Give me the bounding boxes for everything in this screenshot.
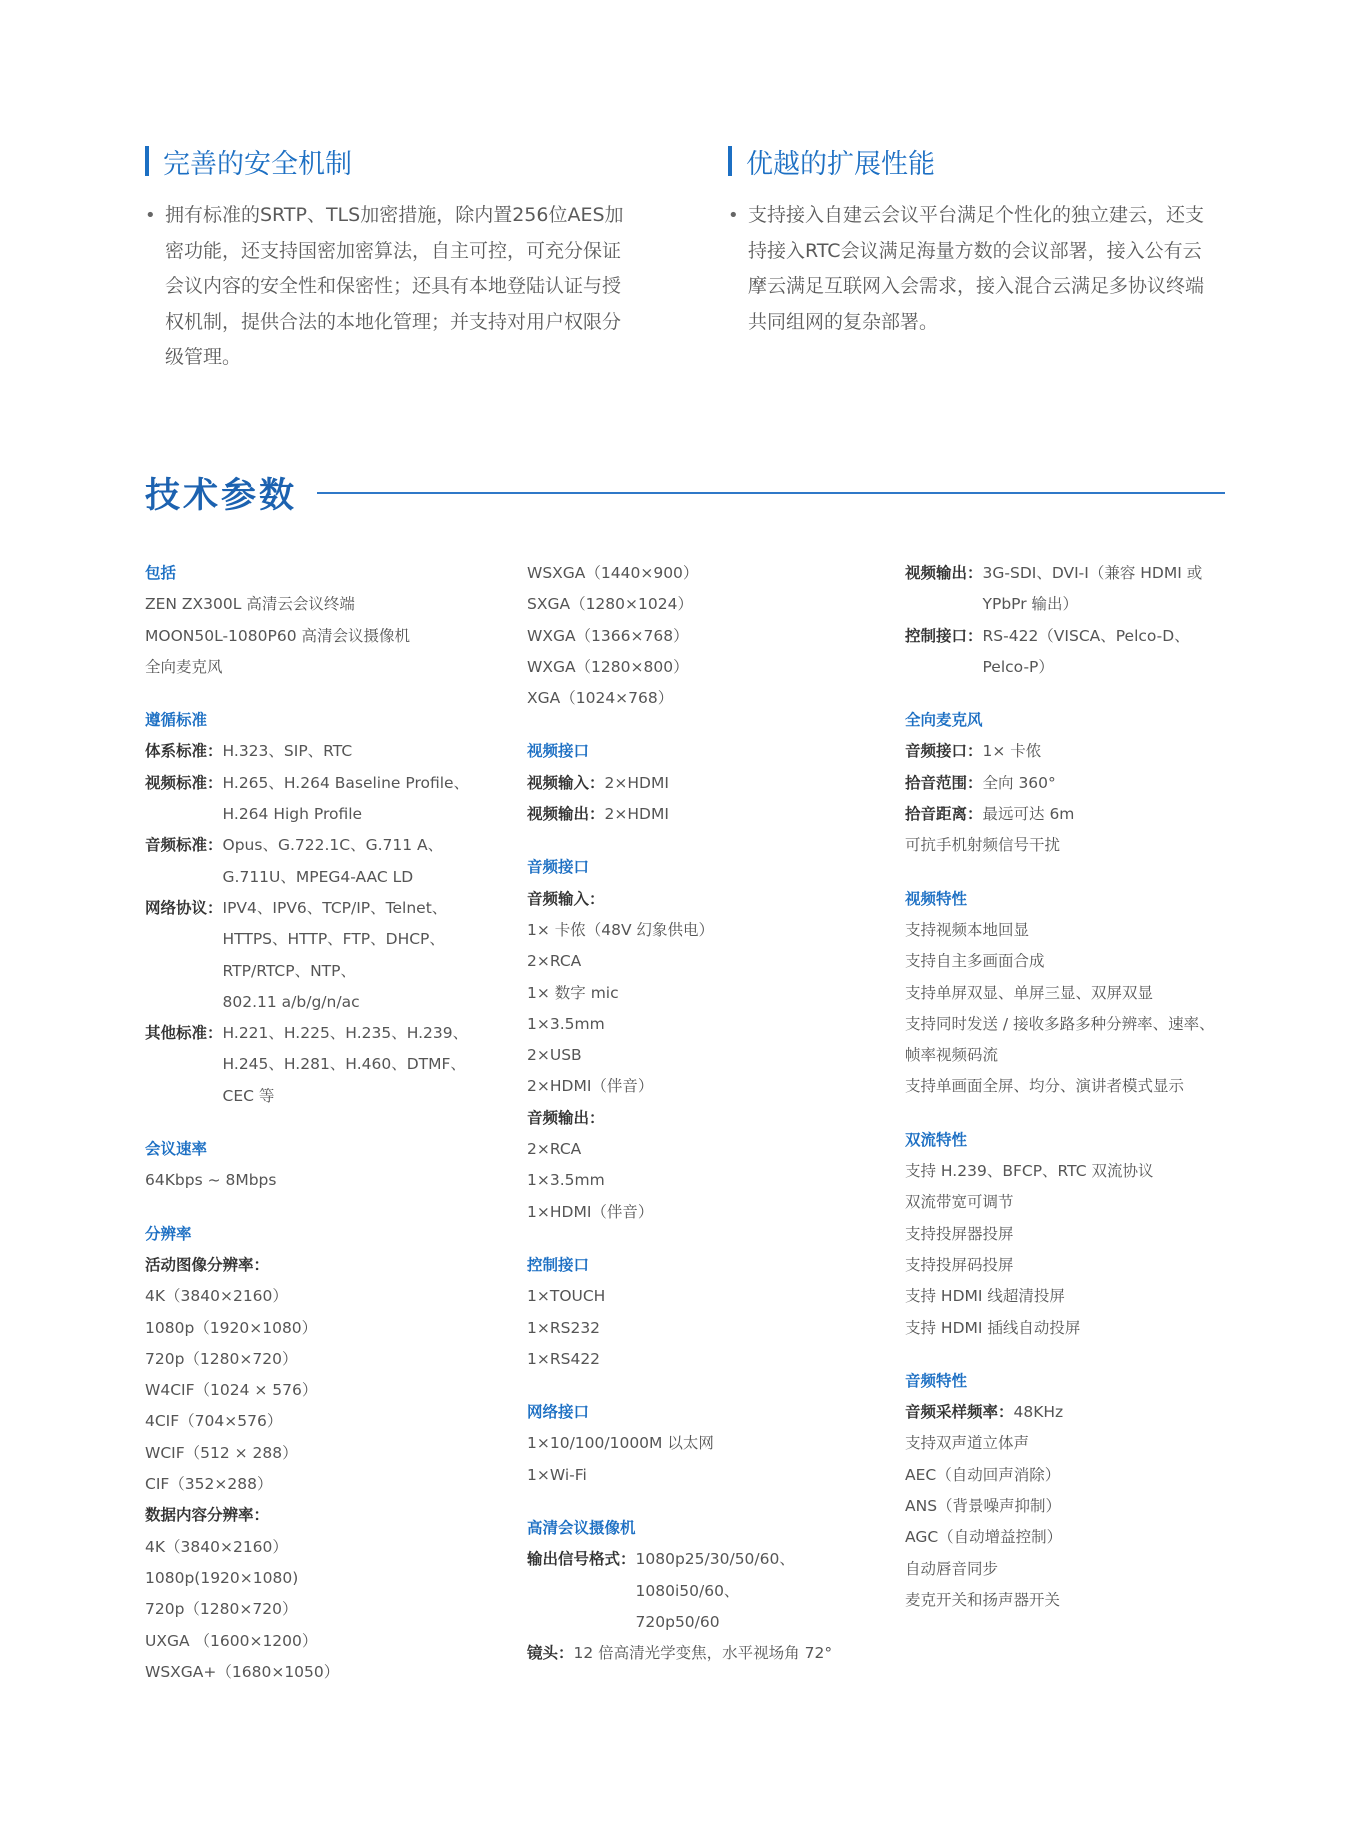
spec-line: 2×USB [527, 1046, 582, 1065]
category-title: 视频接口 [527, 742, 590, 761]
spec-line: 支持 HDMI 线超清投屏 [905, 1287, 1065, 1306]
spec-line: 1×3.5mm [527, 1171, 605, 1190]
spec-subtitle: 音频输出： [527, 1108, 605, 1127]
feature-title-text: 完善的安全机制 [163, 148, 352, 180]
spec-line: 1×3.5mm [527, 1014, 605, 1033]
spec-key: 视频输入： [527, 773, 605, 792]
spec-line: SXGA（1280×1024） [527, 595, 693, 614]
spec-line: 1×HDMI（伴音） [527, 1202, 654, 1221]
category-title: 包括 [145, 564, 177, 582]
spec-line: AGC（自动增益控制） [905, 1528, 1063, 1547]
spec-line: W4CIF（1024 × 576） [145, 1381, 318, 1400]
spec-value: 全向 360° [982, 773, 1056, 792]
feature-line: 密功能，还支持国密加密算法，自主可控，可充分保证 [165, 239, 622, 262]
spec-key: 音频接口： [905, 742, 983, 761]
spec-row [145, 736, 505, 767]
bullet-icon: • [728, 205, 739, 226]
feature-extension-title [728, 140, 1233, 182]
spec-key: 控制接口： [905, 626, 983, 645]
spec-value: 2×HDMI [604, 805, 669, 824]
spec-line: WXGA（1280×800） [527, 657, 689, 676]
spec-line: 2×RCA [527, 952, 582, 971]
spec-row [527, 768, 887, 799]
feature-line: 持接入RTC会议满足海量方数的会议部署，接入公有云 [748, 239, 1202, 262]
spec-line: 支持双声道立体声 [905, 1434, 1030, 1453]
feature-line: 会议内容的安全性和保密性；还具有本地登陆认证与授 [165, 275, 622, 297]
spec-line: 1×RS232 [527, 1318, 601, 1337]
spec-value: RS-422（VISCA、Pelco-D、 [982, 626, 1190, 645]
spec-row [145, 893, 505, 1018]
spec-line: ANS（背景噪声抑制） [905, 1497, 1062, 1516]
spec-line: ZEN ZX300L 高清云会议终端 [145, 595, 355, 614]
spec-row [145, 1018, 505, 1112]
spec-line: 1×RS422 [527, 1349, 601, 1368]
spec-line: 1× 数字 mic [527, 983, 619, 1002]
spec-column-3 [905, 558, 1235, 1616]
spec-key: 拾音范围： [905, 773, 983, 792]
spec-value: 1080i50/60、 [635, 1581, 740, 1600]
spec-line: 支持单画面全屏、均分、演讲者模式显示 [905, 1077, 1185, 1096]
category-title: 音频特性 [905, 1371, 968, 1390]
spec-row [905, 768, 1235, 799]
spec-row [527, 799, 887, 830]
spec-line: 麦克开关和扬声器开关 [905, 1590, 1061, 1609]
spec-line: 支持投屏码投屏 [905, 1255, 1014, 1274]
spec-line: WXGA（1366×768） [527, 626, 689, 645]
spec-value: 最远可达 6m [982, 805, 1075, 824]
spec-line: 2×HDMI（伴音） [527, 1077, 654, 1096]
spec-line: 支持 H.239、BFCP、RTC 双流协议 [905, 1162, 1154, 1181]
spec-line: 支持单屏双显、单屏三显、双屏双显 [905, 983, 1154, 1002]
category-title: 分辨率 [145, 1224, 192, 1243]
spec-line: 720p（1280×720） [145, 1600, 298, 1619]
spec-line: 1080p（1920×1080） [145, 1318, 318, 1337]
spec-line: WSXGA+（1680×1050） [145, 1662, 340, 1681]
spec-key: 音频标准： [145, 836, 223, 855]
spec-value: 1× 卡侬 [982, 742, 1042, 761]
bullet-icon: • [145, 205, 156, 226]
spec-key: 输出信号格式： [527, 1550, 636, 1569]
feature-extension-text [728, 198, 1233, 340]
spec-row [145, 830, 505, 893]
spec-line: 64Kbps ~ 8Mbps [145, 1171, 277, 1190]
title-accent-bar [728, 146, 732, 176]
spec-key: 网络协议： [145, 898, 223, 917]
tech-spec-header [145, 468, 1225, 518]
spec-line: 1×TOUCH [527, 1287, 606, 1306]
spec-key: 拾音距离： [905, 805, 983, 824]
category-title: 控制接口 [527, 1255, 590, 1274]
feature-security-text [145, 198, 650, 376]
spec-line: UXGA （1600×1200） [145, 1631, 318, 1650]
spec-line: 可抗手机射频信号干扰 [905, 836, 1061, 855]
spec-line: 支持同时发送 / 接收多路多种分辨率、速率、 [905, 1014, 1215, 1033]
spec-row [905, 799, 1235, 830]
spec-line: 支持投屏器投屏 [905, 1224, 1014, 1243]
spec-value: Opus、G.722.1C、G.711 A、 [222, 836, 444, 855]
spec-value: 802.11 a/b/g/n/ac [222, 992, 360, 1011]
category-title: 双流特性 [905, 1130, 968, 1149]
spec-value: HTTPS、HTTP、FTP、DHCP、 [222, 930, 445, 949]
section-title: 技术参数 [145, 476, 298, 516]
spec-key: 其他标准： [145, 1024, 223, 1043]
spec-value: 1080p25/30/50/60、 [635, 1550, 795, 1569]
spec-key: 体系标准： [145, 742, 223, 761]
spec-line: WSXGA（1440×900） [527, 564, 699, 582]
spec-line: 4K（3840×2160） [145, 1537, 288, 1556]
spec-line: 4K（3840×2160） [145, 1287, 288, 1306]
spec-value: Pelco-P） [982, 657, 1054, 676]
spec-row [905, 736, 1235, 767]
spec-subtitle: 音频输入： [527, 889, 605, 908]
spec-line: 支持 HDMI 插线自动投屏 [905, 1318, 1081, 1337]
category-title: 高清会议摄像机 [527, 1519, 636, 1538]
spec-line: 1×10/100/1000M 以太网 [527, 1434, 714, 1453]
feature-line: 共同组网的复杂部署。 [748, 310, 939, 333]
category-title: 全向麦克风 [905, 711, 983, 730]
spec-line: CIF（352×288） [145, 1475, 273, 1494]
spec-value: RTP/RTCP、NTP、 [222, 961, 356, 980]
spec-key: 镜头： [527, 1644, 574, 1663]
spec-value: 12 倍高清光学变焦，水平视场角 72° [573, 1644, 833, 1663]
title-accent-bar [145, 146, 149, 176]
spec-row [905, 1397, 1235, 1428]
feature-line: 权机制，提供合法的本地化管理；并支持对用户权限分 [165, 310, 622, 333]
spec-column-2 [527, 558, 887, 1670]
spec-line: 2×RCA [527, 1140, 582, 1159]
spec-row [527, 1638, 887, 1669]
spec-key: 视频输出： [527, 805, 605, 824]
spec-line: 1080p(1920×1080) [145, 1568, 299, 1587]
feature-security-title [145, 140, 650, 182]
spec-value: YPbPr 输出） [982, 595, 1079, 614]
spec-column-1 [145, 558, 505, 1688]
spec-line: 自动唇音同步 [905, 1559, 999, 1578]
category-title: 视频特性 [905, 889, 968, 908]
spec-value: CEC 等 [222, 1086, 275, 1105]
spec-line: 4CIF（704×576） [145, 1412, 283, 1431]
spec-row [527, 1544, 887, 1638]
spec-value: 720p50/60 [635, 1612, 720, 1631]
spec-line: 720p（1280×720） [145, 1349, 298, 1368]
feature-security [145, 140, 650, 376]
feature-extension [728, 140, 1233, 340]
spec-row [145, 768, 505, 831]
spec-value: H.264 High Profile [222, 805, 363, 824]
spec-key: 视频输出： [905, 564, 983, 582]
feature-line: 摩云满足互联网入会需求，接入混合云满足多协议终端 [748, 275, 1205, 297]
spec-line: WCIF（512 × 288） [145, 1443, 298, 1462]
spec-line: 双流带宽可调节 [905, 1193, 1014, 1212]
feature-line: 支持接入自建云会议平台满足个性化的独立建云，还支 [748, 204, 1205, 226]
spec-value: G.711U、MPEG4-AAC LD [222, 867, 414, 886]
spec-line: AEC（自动回声消除） [905, 1465, 1061, 1484]
category-title: 音频接口 [527, 858, 590, 877]
spec-line: MOON50L-1080P60 高清会议摄像机 [145, 626, 410, 645]
spec-value: 3G-SDI、DVI-I（兼容 HDMI 或 [982, 564, 1203, 582]
spec-value: IPV4、IPV6、TCP/IP、Telnet、 [222, 898, 448, 917]
spec-subtitle: 活动图像分辨率： [145, 1255, 270, 1274]
spec-line: 1×Wi-Fi [527, 1465, 587, 1484]
category-title: 网络接口 [527, 1403, 590, 1422]
spec-line: 帧率视频码流 [905, 1046, 999, 1065]
category-title: 会议速率 [145, 1140, 208, 1159]
spec-value: 48KHz [1013, 1403, 1064, 1422]
spec-row [905, 558, 1235, 621]
feature-line: 拥有标准的SRTP、TLS加密措施，除内置256位AES加 [165, 204, 624, 226]
spec-line: 支持视频本地回显 [905, 920, 1030, 939]
spec-key: 音频采样频率： [905, 1403, 1014, 1422]
spec-value: H.221、H.225、H.235、H.239、 [222, 1024, 469, 1043]
spec-row [905, 621, 1235, 684]
category-title: 遵循标准 [145, 711, 208, 730]
spec-line: XGA（1024×768） [527, 689, 674, 708]
feature-title-text: 优越的扩展性能 [746, 148, 935, 180]
spec-value: H.323、SIP、RTC [222, 742, 353, 761]
spec-key: 视频标准： [145, 773, 223, 792]
section-divider [317, 492, 1225, 494]
spec-subtitle: 数据内容分辨率： [145, 1506, 270, 1525]
spec-value: 2×HDMI [604, 773, 669, 792]
feature-line: 级管理。 [165, 346, 242, 368]
spec-line: 支持自主多画面合成 [905, 952, 1045, 971]
spec-value: H.265、H.264 Baseline Profile、 [222, 773, 470, 792]
spec-line: 全向麦克风 [145, 657, 223, 676]
spec-value: H.245、H.281、H.460、DTMF、 [222, 1055, 466, 1074]
spec-line: 1× 卡侬（48V 幻象供电） [527, 920, 715, 939]
